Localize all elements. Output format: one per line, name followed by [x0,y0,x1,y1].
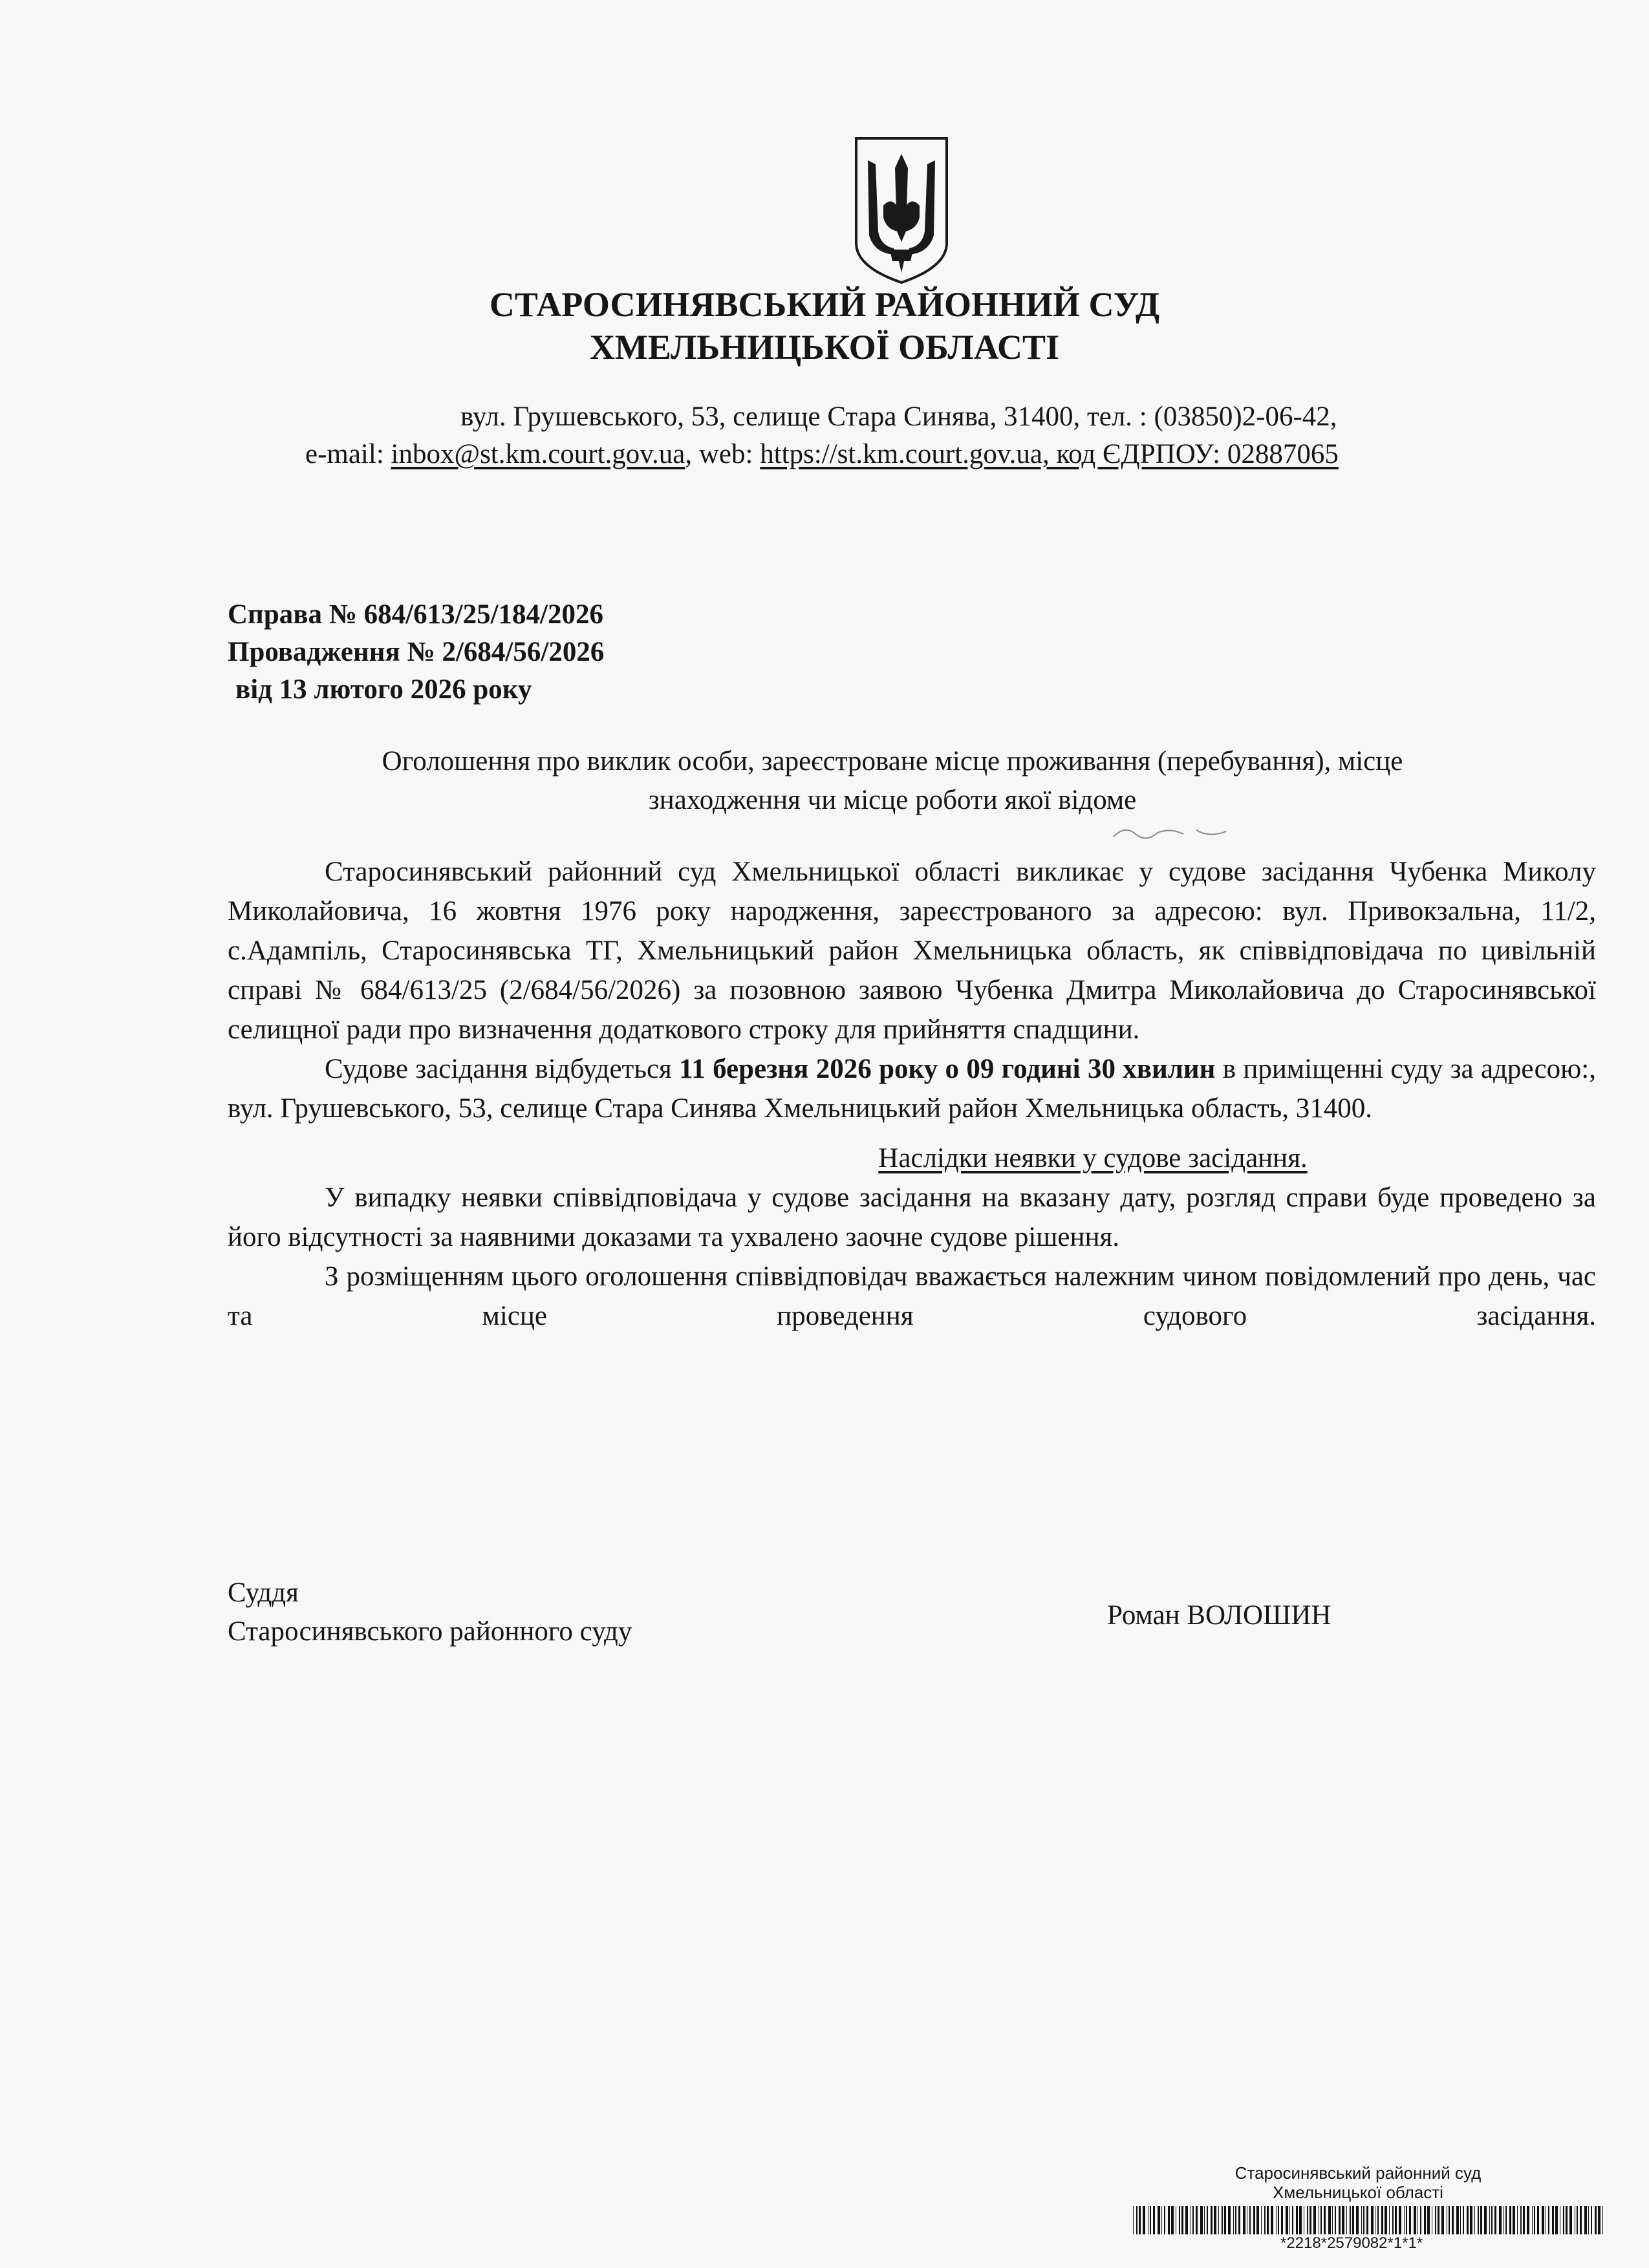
notice-title-line1: Оголошення про виклик особи, зареєстроване місце проживання (перебування), місце [382,746,1403,776]
proceeding-number: Провадження № 2/684/56/2026 [228,637,605,667]
stamp-line1: Старосинявський районний суд [1234,2163,1482,2183]
court-name-header [0,283,1649,369]
court-contacts-line [305,438,1339,470]
case-date: від 13 лютого 2026 року [235,674,532,705]
stamp-line2: Хмельницької області [1273,2183,1443,2202]
court-address-line: вул. Грушевського, 53, селище Стара Синява, 31400, тел. : (03850)2-06-42, [460,401,1337,432]
judge-position [228,1574,632,1651]
email-link[interactable]: inbox@st.km.court.gov.ua [391,439,685,469]
notice-title-line2: знаходження чи місце роботи якої відоме [648,785,1137,815]
hearing-text-start: Судове засідання відбудеться [325,1054,680,1084]
consequences-heading: Наслідки неявки у судове засідання. [878,1143,1308,1173]
coat-of-arms-icon [852,134,951,286]
court-name-line1: СТАРОСИНЯВСЬКИЙ РАЙОННИЙ СУД [489,285,1160,324]
consequences-paragraph: У випадку неявки співвідповідача у судове засідання на вказану дату, розгляд справи буде проведено за його відсутності за наявними доказами та ухвалено заочне судове рішення. [228,1182,1596,1252]
notification-paragraph: З розміщенням цього оголошення співвідповідач вважається належним чином повідомлений про день, час та місце проведення судового засідання. [228,1261,1596,1331]
notice-body [228,852,1596,1336]
hearing-paragraph [228,1049,1596,1128]
case-info [228,596,604,709]
summons-paragraph: Старосинявський районний суд Хмельницької області викликає у судове засідання Чубенка Миколу Миколайовича, 16 жовтня 1976 року народження, зареєстрованого за адресою: вул. Привокзальна, 11/2, с.Адампіль, Старосинявська ТГ, Хмельницький район Хмельницька область, як співвідповідача по цивільній справі № 684/613/25 (2/684/56/2026) за позовною заявою Чубенка Дмитра Миколайовича до Старосинявської селищної ради про визначення додаткового строку для прийняття спадщини. [228,857,1596,1045]
judge-court: Старосинявського районного суду [228,1616,632,1647]
case-number: Справа № 684/613/25/184/2026 [228,599,603,630]
court-name-line2: ХМЕЛЬНИЦЬКОЇ ОБЛАСТІ [589,328,1060,367]
judge-title: Суддя [228,1578,299,1608]
judge-name: Роман ВОЛОШИН [1107,1600,1331,1631]
web-label: , web: [685,439,760,469]
email-label: e-mail: [305,439,391,469]
barcode-number: *2218*2579082*1*1* [1280,2234,1423,2252]
notice-title [285,742,1500,820]
hearing-text-end: в приміщенні суду за адресою:, вул. Грушевського, 53, селище Стара Синява Хмельницький район Хмельницька область, 31400. [228,1054,1596,1124]
registration-stamp [1112,2163,1604,2202]
barcode-icon [1133,2206,1605,2234]
hearing-datetime: 11 березня 2026 року о 09 годині 30 хвилин [679,1054,1216,1084]
handwritten-mark-icon [1112,822,1229,842]
website-link[interactable]: https://st.km.court.gov.ua, код ЄДРПОУ: 02887065 [760,439,1339,469]
